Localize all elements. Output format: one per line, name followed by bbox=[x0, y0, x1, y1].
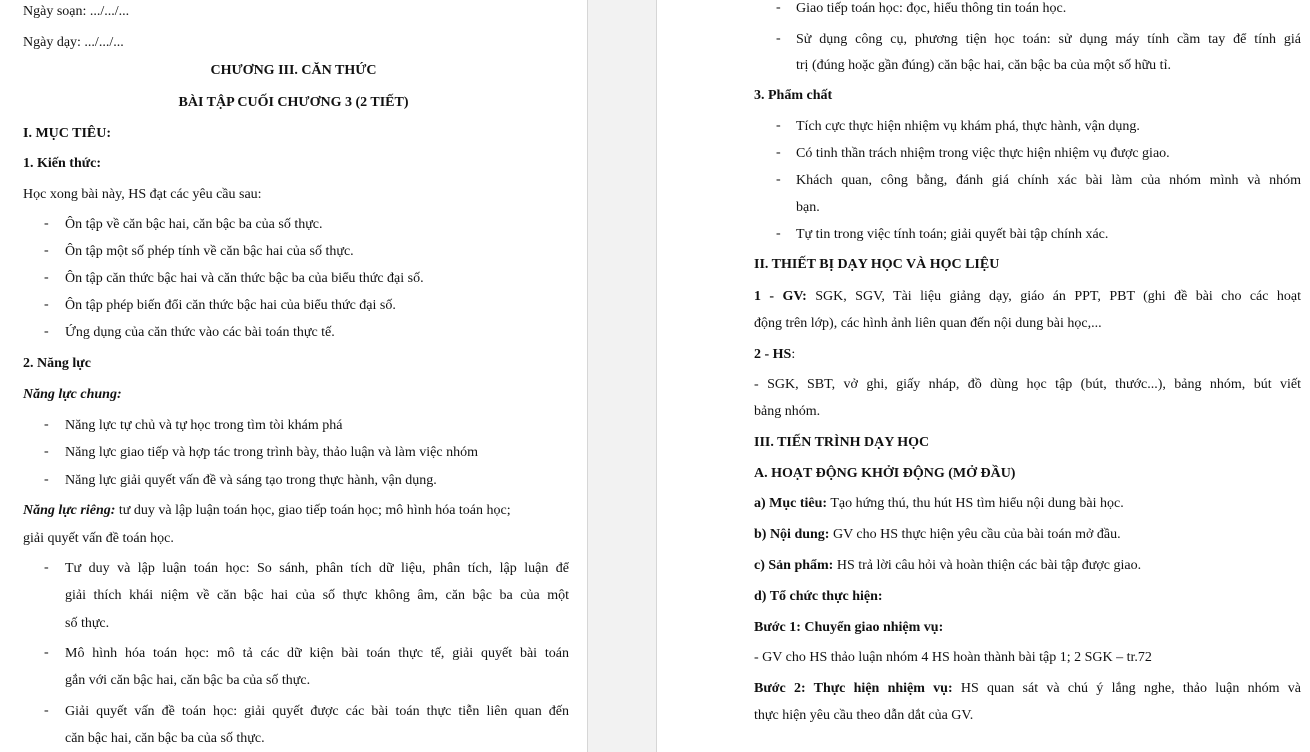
teach-date: Ngày dạy: .../.../... bbox=[23, 35, 124, 50]
bullet-dash: - bbox=[776, 172, 781, 187]
teacher-materials bbox=[754, 288, 1301, 306]
bullet-dash: - bbox=[44, 472, 49, 487]
section-heading-process: III. TIẾN TRÌNH DẠY HỌC bbox=[754, 435, 930, 450]
activity-heading: A. HOẠT ĐỘNG KHỞI ĐỘNG (MỞ ĐẦU) bbox=[754, 466, 1016, 481]
bullet-dash: - bbox=[776, 226, 781, 241]
intro-text: Học xong bài này, HS đạt các yêu cầu sau: bbox=[23, 187, 262, 202]
prep-date: Ngày soạn: .../.../... bbox=[23, 4, 130, 19]
list-item-cont: trị (đúng hoặc gần đúng) căn bậc hai, căn bậc ba của một số hữu tỉ. bbox=[796, 58, 1171, 73]
list-item: Năng lực tự chủ và tự học trong tìm tòi khám phá bbox=[65, 418, 343, 433]
student-heading bbox=[754, 346, 795, 364]
bullet-dash: - bbox=[44, 270, 49, 285]
list-item: Giao tiếp toán học: đọc, hiểu thông tin toán học. bbox=[796, 1, 1067, 16]
bullet-dash: - bbox=[44, 645, 49, 660]
activity-goal bbox=[754, 495, 1124, 513]
step-2-text: HS quan sát và chú ý lắng nghe, thảo luận nhóm và bbox=[952, 681, 1302, 696]
page-gap bbox=[587, 0, 657, 752]
bullet-dash: - bbox=[44, 560, 49, 575]
goal-label: a) Mục tiêu: bbox=[754, 496, 828, 511]
page-edge bbox=[587, 0, 588, 752]
list-item: Có tinh thần trách nhiệm trong việc thực hiện nhiệm vụ được giao. bbox=[796, 146, 1170, 161]
subheading-competency: 2. Năng lực bbox=[23, 356, 91, 371]
bullet-dash: - bbox=[776, 118, 781, 133]
content-label: b) Nội dung: bbox=[754, 527, 830, 542]
step-1-heading: Bước 1: Chuyển giao nhiệm vụ: bbox=[754, 620, 944, 635]
list-item-cont: giải thích khái niệm về căn bậc hai của số thực không âm, căn bậc ba của một bbox=[65, 588, 569, 603]
list-item: Sử dụng công cụ, phương tiện học toán: sử dụng máy tính cầm tay để tính giá bbox=[796, 32, 1301, 47]
subheading-knowledge: 1. Kiến thức: bbox=[23, 156, 102, 171]
goal-text: Tạo hứng thú, thu hút HS tìm hiểu nội dung bài học. bbox=[827, 496, 1124, 511]
bullet-dash: - bbox=[44, 216, 49, 231]
list-item-cont: bạn. bbox=[796, 200, 820, 215]
document-page-left bbox=[0, 0, 587, 752]
activity-product bbox=[754, 557, 1141, 575]
product-label: c) Sản phẩm: bbox=[754, 558, 834, 573]
bullet-dash: - bbox=[44, 297, 49, 312]
bullet-dash: - bbox=[776, 31, 781, 46]
step-2-text-cont: thực hiện yêu cầu theo dẫn dắt của GV. bbox=[754, 708, 974, 723]
chapter-title: CHƯƠNG III. CĂN THỨC bbox=[210, 63, 377, 78]
list-item: Tích cực thực hiện nhiệm vụ khám phá, thực hành, vận dụng. bbox=[796, 119, 1140, 134]
teacher-materials-text: SGK, SGV, Tài liệu giảng dạy, giáo án PPT, PBT (ghi đề bài cho các hoạt bbox=[806, 289, 1301, 304]
list-item: Tư duy và lập luận toán học: So sánh, phân tích dữ liệu, phân tích, lập luận để bbox=[65, 561, 569, 576]
bullet-dash: - bbox=[44, 703, 49, 718]
list-item: Ôn tập một số phép tính về căn bậc hai của số thực. bbox=[65, 244, 354, 259]
list-item: Giải quyết vấn đề toán học: giải quyết được các bài toán thực tiễn liên quan đến bbox=[65, 704, 569, 719]
list-item: Năng lực giao tiếp và hợp tác trong trình bày, thảo luận và làm việc nhóm bbox=[65, 445, 478, 460]
bullet-dash: - bbox=[44, 243, 49, 258]
section-heading-objectives: I. MỤC TIÊU: bbox=[23, 126, 112, 141]
product-text: HS trả lời câu hỏi và hoàn thiện các bài tập được giao. bbox=[833, 558, 1142, 573]
specific-competency-paragraph bbox=[23, 502, 511, 520]
subheading-qualities: 3. Phẩm chất bbox=[754, 88, 833, 103]
student-label: 2 - HS bbox=[754, 347, 792, 362]
list-item-cont: gắn với căn bậc hai, căn bậc ba của số thực. bbox=[65, 673, 311, 688]
activity-content bbox=[754, 526, 1121, 544]
list-item: Ôn tập phép biến đổi căn thức bậc hai của biểu thức đại số. bbox=[65, 298, 396, 313]
specific-competency-label: Năng lực riêng: bbox=[23, 503, 116, 518]
list-item: Năng lực giải quyết vấn đề và sáng tạo trong thực hành, vận dụng. bbox=[65, 473, 437, 488]
teacher-label: 1 - GV: bbox=[754, 289, 807, 304]
specific-competency-text: tư duy và lập luận toán học, giao tiếp toán học; mô hình hóa toán học; bbox=[115, 503, 511, 518]
bullet-dash: - bbox=[44, 417, 49, 432]
list-item: Mô hình hóa toán học: mô tả các dữ kiện bài toán thực tế, giải quyết bài toán bbox=[65, 646, 569, 661]
activity-organization: d) Tổ chức thực hiện: bbox=[754, 589, 883, 604]
document-page-right bbox=[657, 0, 1310, 752]
step-1-text: - GV cho HS thảo luận nhóm 4 HS hoàn thành bài tập 1; 2 SGK – tr.72 bbox=[754, 650, 1152, 665]
list-item: Tự tin trong việc tính toán; giải quyết bài tập chính xác. bbox=[796, 227, 1109, 242]
subheading-general-competency: Năng lực chung: bbox=[23, 387, 122, 402]
list-item-cont: số thực. bbox=[65, 616, 110, 631]
list-item: Khách quan, công bằng, đánh giá chính xác bài làm của nhóm mình và nhóm bbox=[796, 173, 1301, 188]
student-materials: - SGK, SBT, vở ghi, giấy nháp, đồ dùng học tập (bút, thước...), bảng nhóm, bút viết bbox=[754, 377, 1301, 392]
bullet-dash: - bbox=[44, 444, 49, 459]
student-materials-cont: bảng nhóm. bbox=[754, 404, 821, 419]
section-heading-equipment: II. THIẾT BỊ DẠY HỌC VÀ HỌC LIỆU bbox=[754, 257, 1000, 272]
teacher-materials-cont: động trên lớp), các hình ảnh liên quan đến nội dung bài học,... bbox=[754, 316, 1102, 331]
lesson-title: BÀI TẬP CUỐI CHƯƠNG 3 (2 TIẾT) bbox=[178, 95, 409, 110]
bullet-dash: - bbox=[776, 0, 781, 15]
list-item: Ứng dụng của căn thức vào các bài toán thực tế. bbox=[65, 325, 335, 340]
bullet-dash: - bbox=[44, 324, 49, 339]
list-item: Ôn tập căn thức bậc hai và căn thức bậc ba của biểu thức đại số. bbox=[65, 271, 424, 286]
step-2 bbox=[754, 680, 1301, 698]
specific-competency-text-cont: giải quyết vấn đề toán học. bbox=[23, 531, 174, 546]
list-item: Ôn tập về căn bậc hai, căn bậc ba của số thực. bbox=[65, 217, 323, 232]
student-colon: : bbox=[791, 347, 796, 362]
list-item-cont: căn bậc hai, căn bậc ba của số thực. bbox=[65, 731, 265, 746]
step-2-heading: Bước 2: Thực hiện nhiệm vụ: bbox=[754, 681, 953, 696]
bullet-dash: - bbox=[776, 145, 781, 160]
content-text: GV cho HS thực hiện yêu cầu của bài toán mở đầu. bbox=[829, 527, 1121, 542]
